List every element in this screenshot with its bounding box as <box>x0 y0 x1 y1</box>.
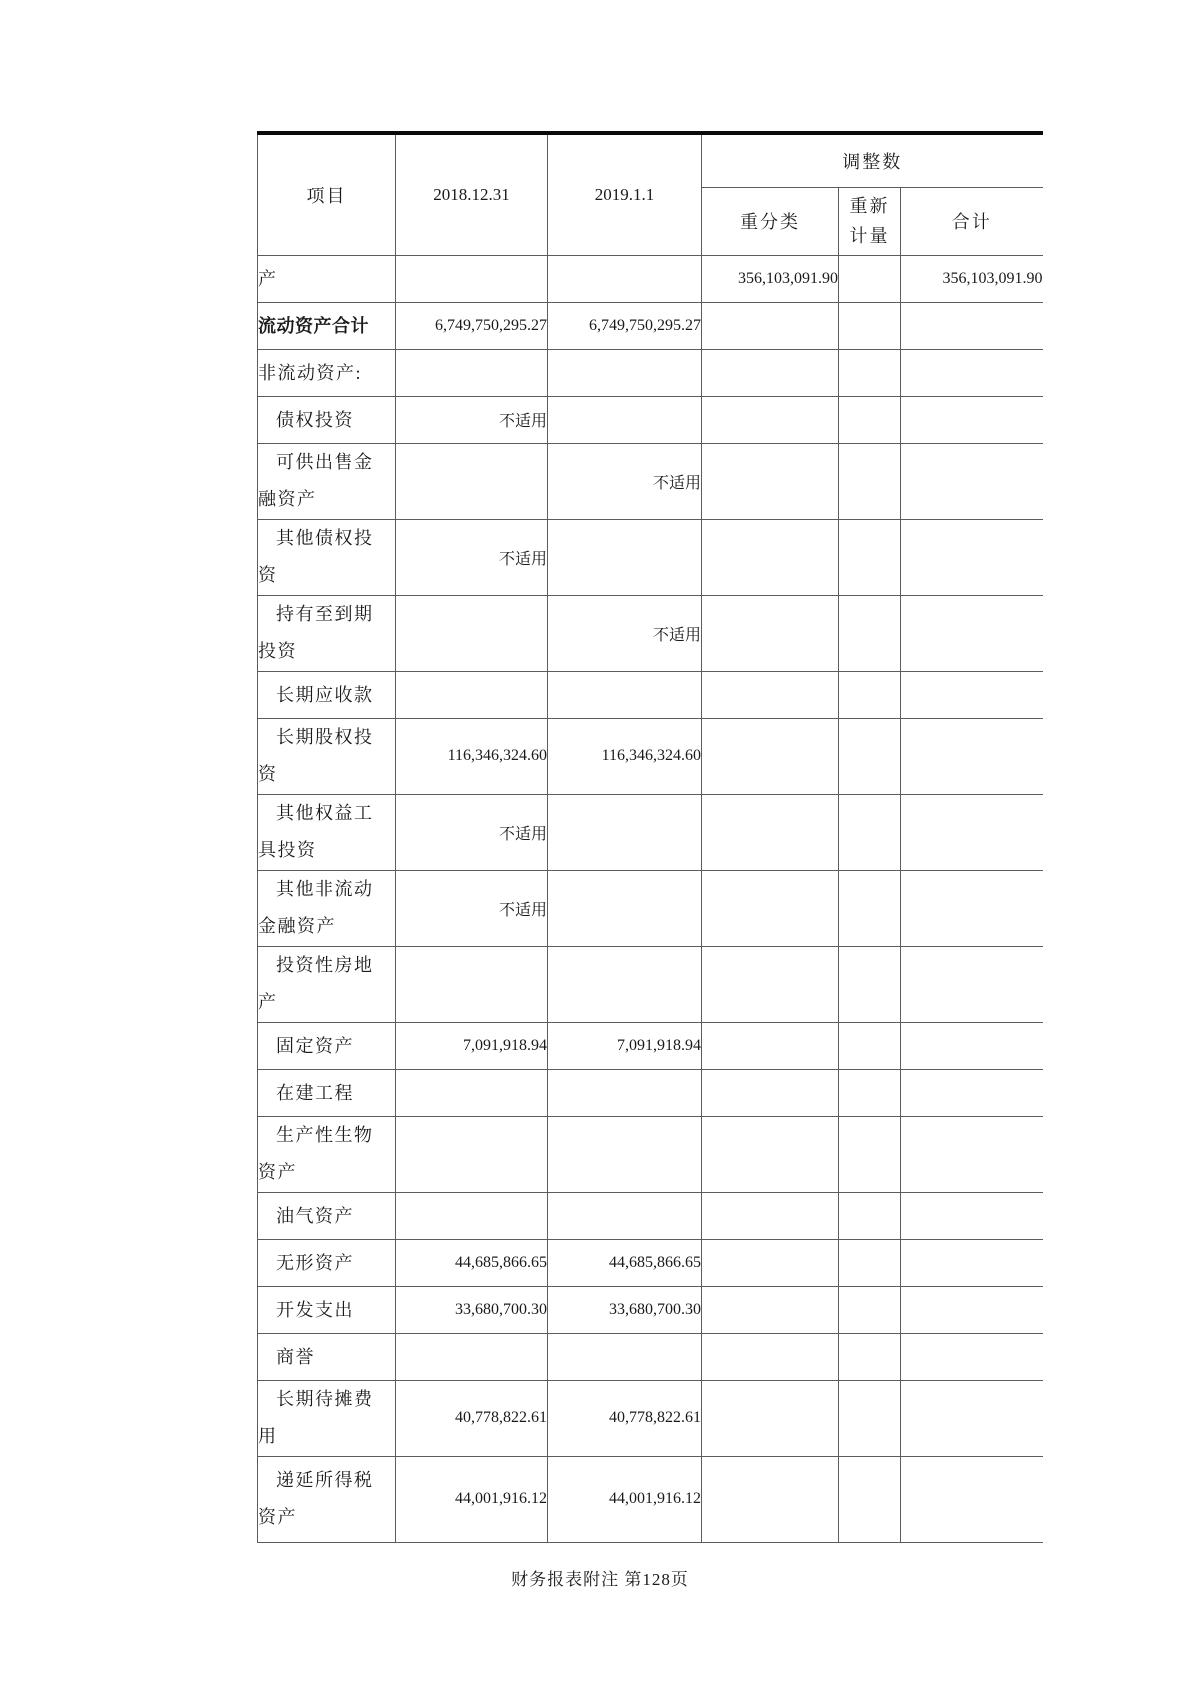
value-cell <box>396 349 548 396</box>
value-cell <box>839 1380 901 1456</box>
table-container <box>257 131 1042 1543</box>
table-row <box>258 671 1043 718</box>
row-label <box>258 349 396 396</box>
row-label-line: 产 <box>258 992 278 1012</box>
value-cell <box>901 443 1043 519</box>
value-cell: 40,778,822.61 <box>396 1380 548 1456</box>
row-label-line: 债权投资 <box>276 409 354 430</box>
value-cell <box>901 1456 1043 1542</box>
value-cell <box>901 519 1043 595</box>
row-label <box>258 1116 396 1192</box>
value-cell <box>396 1116 548 1192</box>
row-label-line: 其他非流动 <box>276 879 374 899</box>
value-cell <box>901 1286 1043 1333</box>
value-cell <box>702 443 839 519</box>
financial-table <box>257 131 1043 1543</box>
value-cell <box>839 794 901 870</box>
table-row <box>258 443 1043 519</box>
row-label-line: 资产 <box>258 1507 297 1527</box>
row-label <box>258 302 396 349</box>
row-label-line: 在建工程 <box>276 1082 354 1103</box>
value-cell <box>901 1116 1043 1192</box>
row-label-line: 金融资产 <box>258 916 336 936</box>
row-label <box>258 255 396 302</box>
value-cell: 33,680,700.30 <box>396 1286 548 1333</box>
value-cell <box>901 1022 1043 1069</box>
table-row <box>258 1456 1043 1542</box>
value-cell <box>839 1333 901 1380</box>
value-cell <box>548 1192 702 1239</box>
value-cell <box>839 718 901 794</box>
value-cell <box>702 302 839 349</box>
row-label <box>258 671 396 718</box>
value-cell: 不适用 <box>396 519 548 595</box>
row-label-line: 其他债权投 <box>276 528 374 548</box>
row-label <box>258 1380 396 1456</box>
table-body <box>258 255 1043 1542</box>
value-cell <box>901 1239 1043 1286</box>
table-row <box>258 794 1043 870</box>
value-cell <box>839 1456 901 1542</box>
row-label <box>258 794 396 870</box>
value-cell <box>901 671 1043 718</box>
value-cell <box>839 1192 901 1239</box>
value-cell <box>702 349 839 396</box>
value-cell <box>901 1380 1043 1456</box>
header-remeasurement <box>839 187 901 255</box>
row-label-line: 无形资产 <box>276 1252 354 1273</box>
footer-text: 财务报表附注 第128页 <box>511 1570 689 1589</box>
value-cell <box>901 302 1043 349</box>
table-row <box>258 519 1043 595</box>
header-reclassification: 重分类 <box>702 187 839 255</box>
value-cell <box>548 1116 702 1192</box>
header-date-2019: 2019.1.1 <box>548 133 702 255</box>
value-cell: 44,685,866.65 <box>548 1239 702 1286</box>
value-cell: 不适用 <box>548 443 702 519</box>
value-cell <box>548 519 702 595</box>
row-label-line: 其他权益工 <box>276 803 374 823</box>
value-cell: 40,778,822.61 <box>548 1380 702 1456</box>
row-label-line: 开发支出 <box>276 1299 354 1320</box>
row-label-line: 可供出售金 <box>276 452 374 472</box>
table-row <box>258 1333 1043 1380</box>
value-cell <box>702 519 839 595</box>
value-cell: 44,001,916.12 <box>396 1456 548 1542</box>
value-cell: 7,091,918.94 <box>396 1022 548 1069</box>
value-cell <box>702 870 839 946</box>
row-label-line: 流动资产合计 <box>258 315 369 336</box>
value-cell <box>839 1239 901 1286</box>
table-row <box>258 1069 1043 1116</box>
header-row-group <box>258 133 1043 187</box>
row-label-line: 递延所得税 <box>276 1470 374 1490</box>
value-cell: 不适用 <box>396 870 548 946</box>
row-label-line: 商誉 <box>276 1346 315 1367</box>
value-cell: 44,001,916.12 <box>548 1456 702 1542</box>
value-cell <box>702 1116 839 1192</box>
row-label <box>258 443 396 519</box>
value-cell <box>396 443 548 519</box>
row-label <box>258 1192 396 1239</box>
value-cell <box>839 870 901 946</box>
value-cell: 116,346,324.60 <box>396 718 548 794</box>
row-label-line: 长期股权投 <box>276 727 374 747</box>
value-cell: 6,749,750,295.27 <box>548 302 702 349</box>
row-label-line: 长期应收款 <box>276 684 374 705</box>
value-cell <box>548 870 702 946</box>
row-label-line: 具投资 <box>258 840 317 860</box>
value-cell <box>548 794 702 870</box>
value-cell <box>839 255 901 302</box>
row-label-line: 投资性房地 <box>276 955 374 975</box>
value-cell <box>839 1286 901 1333</box>
value-cell <box>702 671 839 718</box>
table-row <box>258 255 1043 302</box>
table-row <box>258 1286 1043 1333</box>
value-cell <box>839 671 901 718</box>
value-cell <box>548 396 702 443</box>
row-label-line: 油气资产 <box>276 1205 354 1226</box>
table-row <box>258 1380 1043 1456</box>
value-cell <box>396 255 548 302</box>
value-cell <box>702 396 839 443</box>
value-cell <box>839 519 901 595</box>
row-label-line: 融资产 <box>258 489 317 509</box>
value-cell <box>548 671 702 718</box>
row-label-line: 生产性生物 <box>276 1125 374 1145</box>
value-cell <box>839 1069 901 1116</box>
header-remeasurement-line2: 计量 <box>849 226 890 246</box>
value-cell <box>901 1069 1043 1116</box>
value-cell <box>839 946 901 1022</box>
value-cell <box>702 1192 839 1239</box>
value-cell <box>901 870 1043 946</box>
value-cell <box>839 1022 901 1069</box>
row-label <box>258 1333 396 1380</box>
value-cell <box>396 1069 548 1116</box>
value-cell <box>702 1069 839 1116</box>
value-cell <box>901 349 1043 396</box>
value-cell <box>702 946 839 1022</box>
value-cell <box>702 794 839 870</box>
value-cell <box>548 946 702 1022</box>
value-cell <box>702 1239 839 1286</box>
row-label <box>258 718 396 794</box>
value-cell: 7,091,918.94 <box>548 1022 702 1069</box>
value-cell <box>702 1333 839 1380</box>
value-cell <box>839 396 901 443</box>
header-item: 项目 <box>258 133 396 255</box>
table-row <box>258 870 1043 946</box>
value-cell <box>396 1192 548 1239</box>
row-label <box>258 1239 396 1286</box>
header-remeasurement-line1: 重新 <box>849 196 890 216</box>
value-cell <box>839 302 901 349</box>
value-cell <box>702 1380 839 1456</box>
row-label-line: 用 <box>258 1426 278 1446</box>
row-label <box>258 1286 396 1333</box>
row-label-line: 投资 <box>258 641 297 661</box>
value-cell <box>839 349 901 396</box>
table-row <box>258 1022 1043 1069</box>
row-label-line: 固定资产 <box>276 1035 354 1056</box>
value-cell: 不适用 <box>396 794 548 870</box>
value-cell <box>396 946 548 1022</box>
value-cell <box>901 946 1043 1022</box>
table-row <box>258 349 1043 396</box>
value-cell: 6,749,750,295.27 <box>396 302 548 349</box>
value-cell <box>839 443 901 519</box>
row-label <box>258 1456 396 1542</box>
value-cell <box>901 595 1043 671</box>
value-cell <box>548 1069 702 1116</box>
row-label-line: 资产 <box>258 1162 297 1182</box>
value-cell <box>396 1333 548 1380</box>
value-cell <box>702 595 839 671</box>
row-label-line: 资 <box>258 764 278 784</box>
value-cell <box>839 595 901 671</box>
row-label-line: 持有至到期 <box>276 604 374 624</box>
value-cell <box>548 349 702 396</box>
table-row <box>258 1239 1043 1286</box>
header-total: 合计 <box>901 187 1043 255</box>
table-row <box>258 718 1043 794</box>
row-label <box>258 1069 396 1116</box>
row-label <box>258 870 396 946</box>
value-cell <box>901 1333 1043 1380</box>
value-cell <box>702 1022 839 1069</box>
header-date-2018: 2018.12.31 <box>396 133 548 255</box>
value-cell <box>901 1192 1043 1239</box>
value-cell: 33,680,700.30 <box>548 1286 702 1333</box>
value-cell: 44,685,866.65 <box>396 1239 548 1286</box>
value-cell: 不适用 <box>396 396 548 443</box>
row-label <box>258 946 396 1022</box>
value-cell <box>548 1333 702 1380</box>
row-label-line: 产 <box>258 268 278 289</box>
value-cell <box>839 1116 901 1192</box>
value-cell <box>702 1286 839 1333</box>
value-cell <box>901 396 1043 443</box>
table-row <box>258 1116 1043 1192</box>
table-row <box>258 396 1043 443</box>
value-cell: 356,103,091.90 <box>901 255 1043 302</box>
table-row <box>258 1192 1043 1239</box>
row-label <box>258 396 396 443</box>
header-adjustments-group: 调整数 <box>702 133 1043 187</box>
value-cell <box>396 671 548 718</box>
value-cell <box>702 718 839 794</box>
table-row <box>258 302 1043 349</box>
value-cell: 不适用 <box>548 595 702 671</box>
table-row <box>258 946 1043 1022</box>
row-label <box>258 1022 396 1069</box>
row-label <box>258 595 396 671</box>
value-cell: 116,346,324.60 <box>548 718 702 794</box>
row-label-line: 非流动资产: <box>258 362 363 383</box>
table-row <box>258 595 1043 671</box>
row-label-line: 长期待摊费 <box>276 1389 374 1409</box>
row-label <box>258 519 396 595</box>
value-cell <box>901 794 1043 870</box>
value-cell <box>901 718 1043 794</box>
row-label-line: 资 <box>258 565 278 585</box>
value-cell <box>702 1456 839 1542</box>
value-cell <box>548 255 702 302</box>
value-cell <box>396 595 548 671</box>
value-cell: 356,103,091.90 <box>702 255 839 302</box>
